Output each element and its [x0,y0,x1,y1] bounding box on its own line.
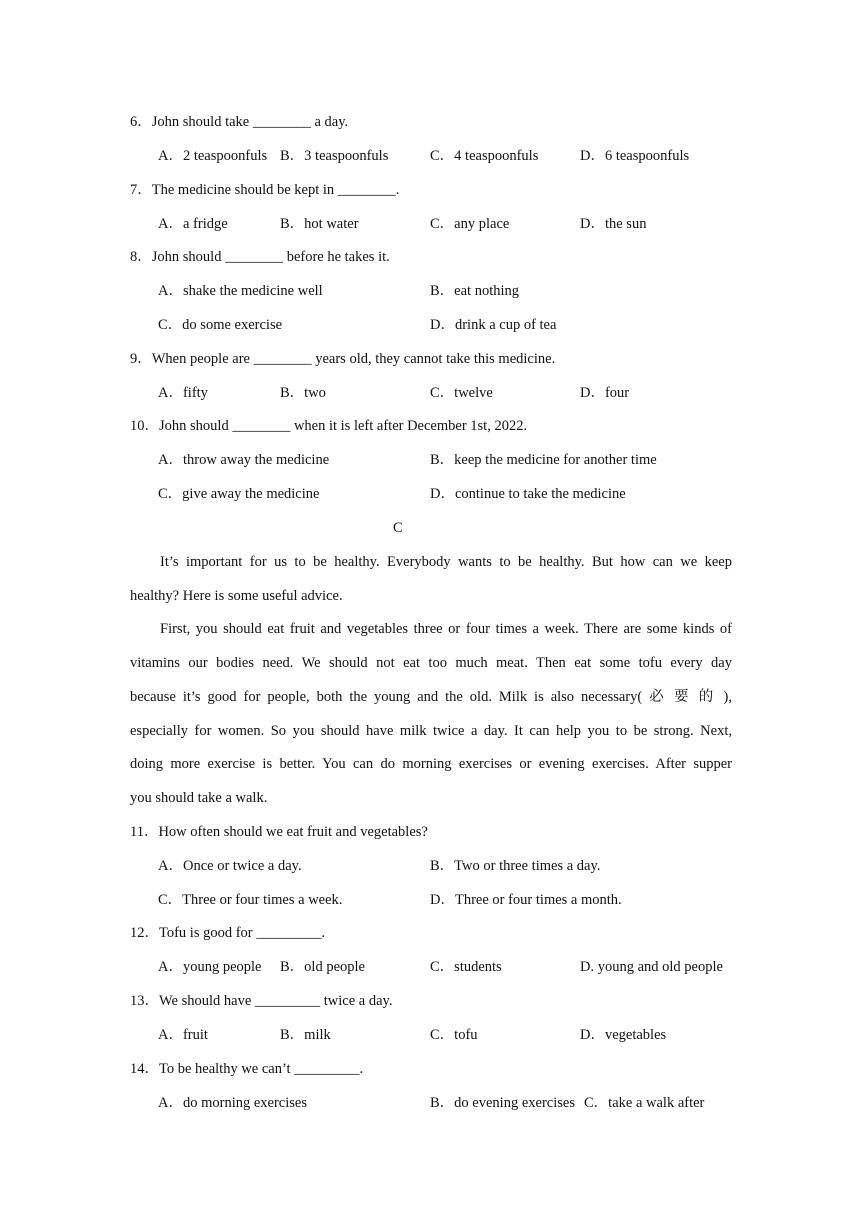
q11-option-c: C．Three or four times a week. [158,892,343,908]
passage-p2-line3: because it’s good for people, both the young and the old. Milk is also necessary( 必 要 的 ), [130,689,732,705]
question-6: 6．John should take ________ a day. [130,114,349,130]
passage-p2-line5: doing more exercise is better. You can do morning exercises or evening exercises. After supper [130,756,732,772]
passage-p1-line2: healthy? Here is some useful advice. [130,588,343,604]
q10-option-b: B．keep the medicine for another time [430,452,657,468]
question-8: 8．John should ________ before he takes it. [130,249,390,265]
q13-option-a: A．fruit [158,1027,208,1043]
q9-option-d: D．four [580,385,630,401]
q12-option-d: D. young and old people [580,959,723,975]
q10-option-d: D．continue to take the medicine [430,486,626,502]
question-11: 11．How often should we eat fruit and vegetables? [130,824,428,840]
q13-option-c: C．tofu [430,1027,478,1043]
q13-option-d: D．vegetables [580,1027,667,1043]
q8-option-d: D．drink a cup of tea [430,317,557,333]
question-7: 7．The medicine should be kept in ________. [130,182,400,198]
q6-option-d: D．6 teaspoonfuls [580,148,690,164]
q6-option-a: A．2 teaspoonfuls [158,148,268,164]
passage-p2-line1: First, you should eat fruit and vegetables three or four times a week. There are some kinds of [160,621,732,637]
q6-option-b: B．3 teaspoonfuls [280,148,389,164]
q12-option-c: C．students [430,959,502,975]
q10-option-a: A．throw away the medicine [158,452,330,468]
q8-option-c: C．do some exercise [158,317,283,333]
q7-option-a: A．a fridge [158,216,228,232]
passage-p1-line1: It’s important for us to be healthy. Everybody wants to be healthy. But how can we keep [160,554,732,570]
q11-option-a: A．Once or twice a day. [158,858,302,874]
q6-option-c: C．4 teaspoonfuls [430,148,539,164]
question-9: 9．When people are ________ years old, they cannot take this medicine. [130,351,556,367]
q10-option-c: C．give away the medicine [158,486,320,502]
q13-option-b: B．milk [280,1027,331,1043]
q9-option-a: A．fifty [158,385,208,401]
q9-option-c: C．twelve [430,385,493,401]
q11-option-b: B．Two or three times a day. [430,858,601,874]
q7-option-b: B．hot water [280,216,359,232]
question-12: 12．Tofu is good for _________. [130,925,326,941]
passage-p2-line2: vitamins our bodies need. We should not eat too much meat. Then eat some tofu every day [130,655,732,671]
q9-option-b: B．two [280,385,326,401]
question-14: 14．To be healthy we can’t _________. [130,1061,364,1077]
q14-option-a: A．do morning exercises [158,1095,307,1111]
q8-option-a: A．shake the medicine well [158,283,323,299]
passage-p2-line6: you should take a walk. [130,790,268,806]
question-13: 13．We should have _________ twice a day. [130,993,393,1009]
question-10: 10．John should ________ when it is left after December 1st, 2022. [130,418,528,434]
q7-option-c: C．any place [430,216,510,232]
q14-option-b: B．do evening exercises [430,1095,575,1111]
q12-option-a: A．young people [158,959,262,975]
q8-option-b: B．eat nothing [430,283,520,299]
q11-option-d: D．Three or four times a month. [430,892,622,908]
section-heading: C [393,520,403,536]
passage-p2-line4: especially for women. So you should have milk twice a day. It can help you to be strong. Next, [130,723,732,739]
q14-option-c: C．take a walk after [584,1095,705,1111]
q7-option-d: D．the sun [580,216,647,232]
q12-option-b: B．old people [280,959,365,975]
